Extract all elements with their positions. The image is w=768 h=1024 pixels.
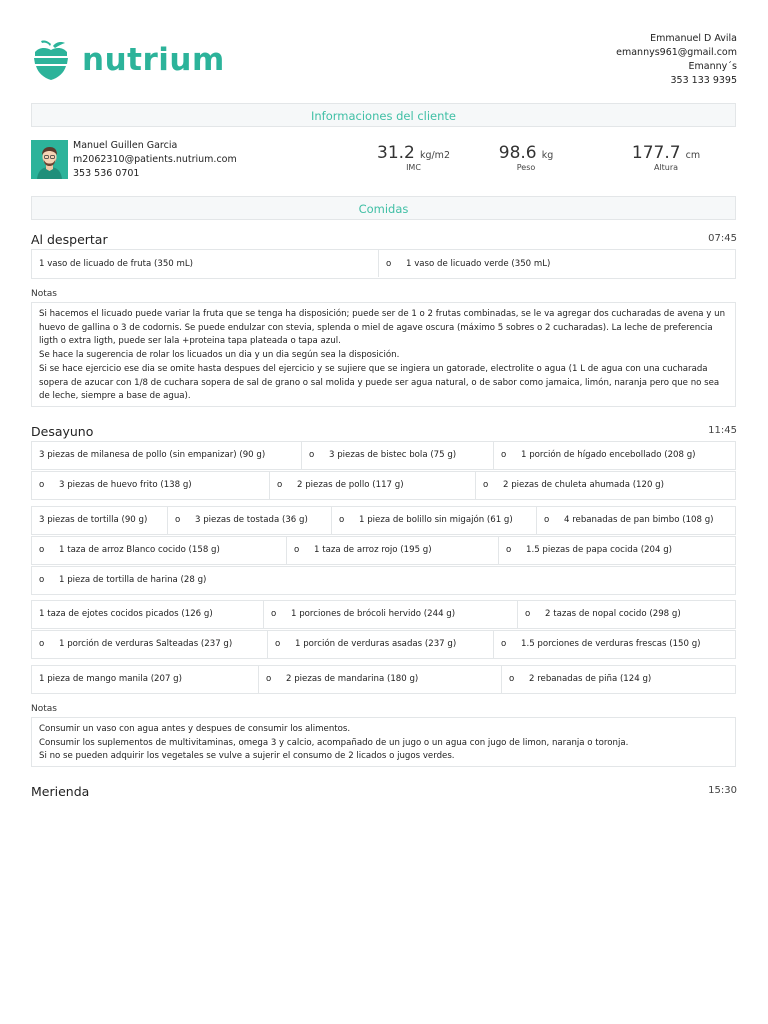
professional-phone: 353 133 9395 <box>670 75 737 86</box>
meal-title: Desayuno <box>31 424 94 439</box>
or-separator: o <box>506 545 512 555</box>
metric-label: Altura <box>653 163 679 172</box>
food-item-label: 1 taza de arroz Blanco cocido (158 g) <box>59 545 220 555</box>
food-item <box>32 567 735 594</box>
food-item: 3 piezas de tortilla (90 g) <box>32 507 168 534</box>
metric-value: 98.6 <box>498 143 537 163</box>
food-item <box>537 507 735 534</box>
food-row <box>31 249 736 279</box>
metric-unit: cm <box>685 150 701 161</box>
food-item-label: 1 porción de verduras asadas (237 g) <box>295 639 457 649</box>
or-separator: o <box>39 480 45 490</box>
food-item <box>287 537 499 564</box>
meal-title: Merienda <box>31 784 90 799</box>
food-item-label: 3 piezas de tostada (36 g) <box>195 515 308 525</box>
food-item: 1 pieza de mango manila (207 g) <box>32 666 259 693</box>
food-option-group <box>31 600 736 660</box>
or-separator: o <box>525 609 531 619</box>
or-separator: o <box>266 674 272 684</box>
or-separator: o <box>294 545 300 555</box>
or-separator: o <box>39 639 45 649</box>
food-item <box>379 250 735 277</box>
avatar <box>31 140 68 179</box>
food-item-label: 1 porción de verduras Salteadas (237 g) <box>59 639 233 649</box>
food-item <box>494 442 735 469</box>
or-separator: o <box>544 515 550 525</box>
professional-email: emannys961@gmail.com <box>616 47 737 58</box>
food-item <box>264 601 518 628</box>
food-row <box>31 441 736 470</box>
metric-value: 31.2 <box>377 143 415 163</box>
or-separator: o <box>386 259 392 269</box>
food-item <box>476 472 735 499</box>
or-separator: o <box>275 639 281 649</box>
client-name: Manuel Guillen Garcia <box>73 140 178 151</box>
notes-box <box>31 717 736 767</box>
food-row <box>31 506 736 535</box>
food-item-label: 1 vaso de licuado verde (350 mL) <box>406 259 551 269</box>
food-item <box>268 631 494 658</box>
food-item <box>259 666 502 693</box>
metric-unit: kg <box>541 150 554 161</box>
or-separator: o <box>309 450 315 460</box>
food-item-label: 3 piezas de bistec bola (75 g) <box>329 450 457 460</box>
food-item <box>332 507 537 534</box>
food-item-label: 1.5 piezas de papa cocida (204 g) <box>526 545 673 555</box>
metric-label: IMC <box>406 163 421 172</box>
note-paragraph: Consumir los suplementos de multivitaminas, omega 3 y calcio, acompañado de un jugo o un agua con jugo de limon, naranja o toronja. <box>39 737 629 748</box>
food-item-label: 3 piezas de huevo frito (138 g) <box>59 480 192 490</box>
user-avatar-icon <box>31 140 68 179</box>
food-item <box>518 601 735 628</box>
metric-imc <box>346 143 481 173</box>
or-separator: o <box>271 609 277 619</box>
notes-label: Notas <box>31 704 57 714</box>
food-item <box>270 472 476 499</box>
or-separator: o <box>501 639 507 649</box>
food-item <box>32 631 268 658</box>
note-paragraph: Se hace la sugerencia de rolar los licuados un dia y un dia según sea la disposición. <box>39 350 400 361</box>
or-separator: o <box>509 674 515 684</box>
food-item-label: 1 taza de arroz rojo (195 g) <box>314 545 432 555</box>
metric-weight <box>476 143 576 173</box>
food-item-label: 2 rebanadas de piña (124 g) <box>529 674 652 684</box>
notes-label: Notas <box>31 289 57 299</box>
food-row <box>31 536 736 565</box>
food-option-group <box>31 665 736 695</box>
note-paragraph: Consumir un vaso con agua antes y despues de consumir los alimentos. <box>39 724 351 734</box>
or-separator: o <box>501 450 507 460</box>
client-card <box>31 140 736 184</box>
or-separator: o <box>277 480 283 490</box>
or-separator: o <box>339 515 345 525</box>
food-option-group <box>31 506 736 596</box>
nutrium-logo <box>29 38 225 82</box>
metric-height <box>616 143 716 173</box>
notes-box <box>31 302 736 407</box>
or-separator: o <box>175 515 181 525</box>
food-item <box>32 537 287 564</box>
client-info-header: Informaciones del cliente <box>31 103 736 127</box>
meal-time: 11:45 <box>708 425 737 436</box>
professional-contact <box>616 32 737 88</box>
note-paragraph: Si no se pueden adquirir los vegetales se vulve a sujerir el consumo de 2 licados o jugos verdes. <box>39 751 455 762</box>
food-item-label: 2 piezas de pollo (117 g) <box>297 480 404 490</box>
professional-name: Emmanuel D Avila <box>650 33 737 44</box>
note-paragraph: Si se hace ejercicio ese dia se omite hasta despues del ejercicio y se sujiere que se ingiera un gatorade, electrolite o agua (1 L de agua con una cucharada sopera de azucar con 1/8 de cuchara sopera de sal de grano o sal molida y puede ser agua natural, o de sabor como jamaica, limón, naranja pero que no sea de leche, siempre a base de agua). <box>39 363 720 402</box>
client-details <box>73 139 237 181</box>
client-email: m2062310@patients.nutrium.com <box>73 154 237 165</box>
food-item-label: 2 piezas de mandarina (180 g) <box>286 674 419 684</box>
client-phone: 353 536 0701 <box>73 168 140 179</box>
food-item <box>32 472 270 499</box>
food-item: 1 vaso de licuado de fruta (350 mL) <box>32 250 379 277</box>
food-item-label: 2 tazas de nopal cocido (298 g) <box>545 609 681 619</box>
food-option-group <box>31 441 736 501</box>
meals-header: Comidas <box>31 196 736 220</box>
food-row <box>31 566 736 595</box>
food-row <box>31 665 736 694</box>
or-separator: o <box>39 545 45 555</box>
food-item: 1 taza de ejotes cocidos picados (126 g) <box>32 601 264 628</box>
metric-label: Peso <box>516 163 536 172</box>
professional-business: Emanny´s <box>688 61 737 72</box>
meal-time: 07:45 <box>708 233 737 244</box>
metric-unit: kg/m2 <box>419 150 450 161</box>
food-item-label: 2 piezas de chuleta ahumada (120 g) <box>503 480 664 490</box>
food-item-label: 1.5 porciones de verduras frescas (150 g) <box>521 639 701 649</box>
food-row <box>31 471 736 500</box>
food-item <box>168 507 332 534</box>
food-item <box>302 442 494 469</box>
food-item <box>499 537 735 564</box>
food-item-label: 1 porción de hígado encebollado (208 g) <box>521 450 696 460</box>
food-option-group <box>31 249 736 280</box>
brand-name: nutrium <box>82 41 225 78</box>
or-separator: o <box>39 575 45 585</box>
food-row <box>31 600 736 629</box>
metric-value: 177.7 <box>631 143 681 163</box>
food-item-label: 1 pieza de tortilla de harina (28 g) <box>59 575 207 585</box>
food-item <box>494 631 735 658</box>
food-row <box>31 630 736 659</box>
meal-time: 15:30 <box>708 785 737 796</box>
apple-logo-icon <box>29 38 73 82</box>
or-separator: o <box>483 480 489 490</box>
food-item <box>502 666 735 693</box>
food-item-label: 4 rebanadas de pan bimbo (108 g) <box>564 515 714 525</box>
meal-title: Al despertar <box>31 232 108 247</box>
food-item: 3 piezas de milanesa de pollo (sin empanizar) (90 g) <box>32 442 302 469</box>
food-item-label: 1 pieza de bolillo sin migajón (61 g) <box>359 515 513 525</box>
note-paragraph: Si hacemos el licuado puede variar la fruta que se tenga ha disposición; puede ser de 1 o 2 frutas combinadas, se le va agregar dos cucharadas de avena y un huevo de gallina o 3 de codornis. Se puede endulzar con stevia, splenda o miel de agave oscura (máximo 5 sobres o 2 cucharadas). La leche de preferencia ligth o extra ligth, puede ser lala +proteina tapa plateada o tapa azul. <box>39 309 726 347</box>
food-item-label: 1 porciones de brócoli hervido (244 g) <box>291 609 456 619</box>
